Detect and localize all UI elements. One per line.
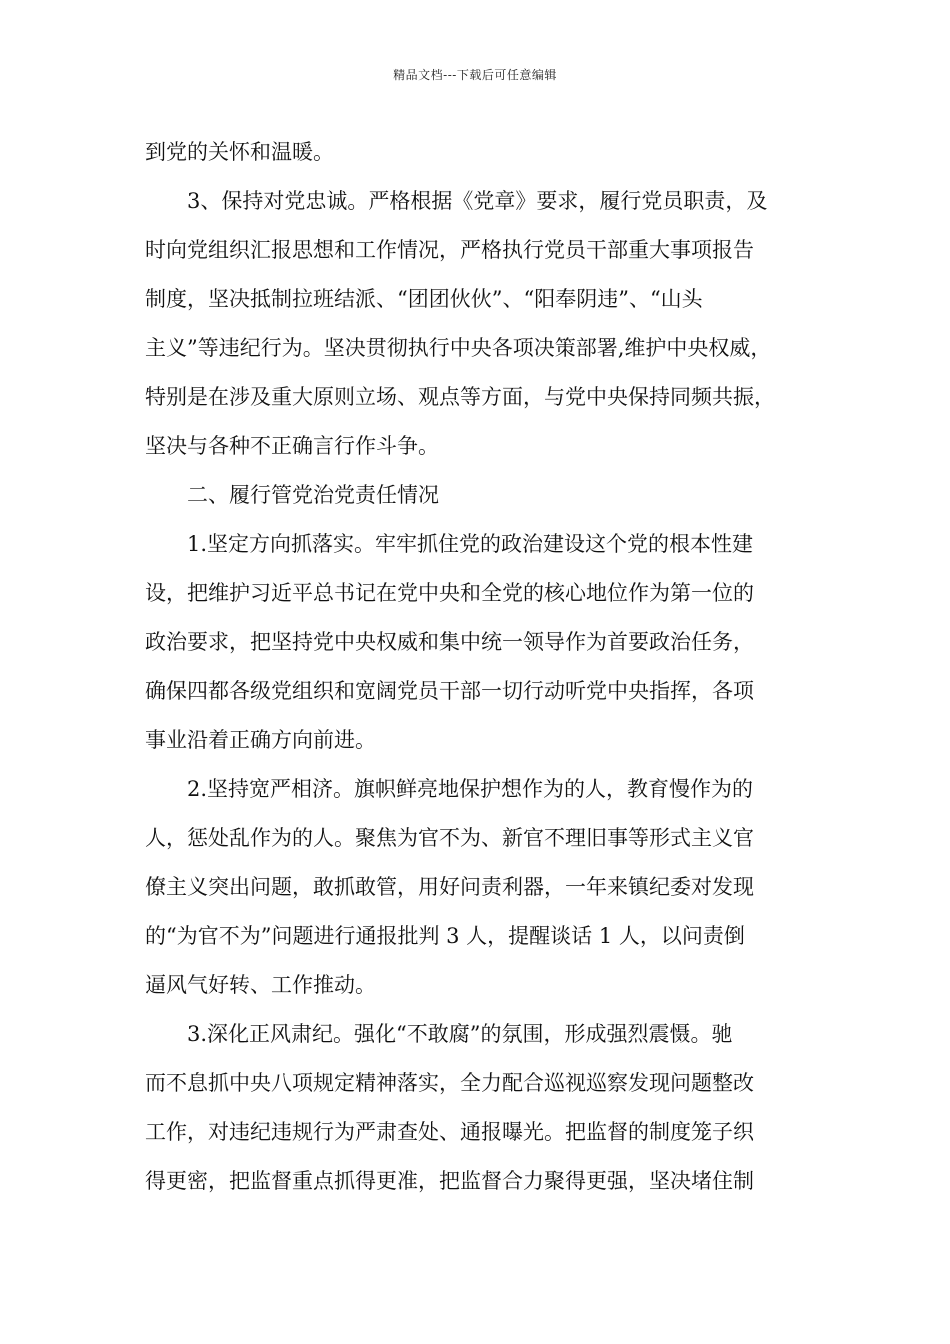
document-body — [145, 128, 810, 1206]
text-line: 时向党组织汇报思想和工作情况，严格执行党员干部重大事项报告 — [145, 238, 754, 262]
text-line: 工作，对违纪违规行为严肃查处、通报曝光。把监督的制度笼子织 — [145, 1120, 754, 1144]
text-line: 人，惩处乱作为的人。聚焦为官不为、新官不理旧事等形式主义官 — [145, 826, 754, 850]
text-line: 政治要求，把坚持党中央权威和集中统一领导作为首要政治任务， — [145, 630, 754, 654]
text-line: 设，把维护习近平总书记在党中央和全党的核心地位作为第一位的 — [145, 581, 754, 605]
text-line: 到党的关怀和温暖。 — [145, 140, 334, 164]
text-line: 僚主义突出问题，敢抓敢管，用好问责利器，一年来镇纪委对发现 — [145, 875, 754, 899]
text-line: 得更密，把监督重点抓得更准，把监督合力聚得更强，坚决堵住制 — [145, 1169, 754, 1193]
page-header: 精品文档---下载后可任意编辑 — [393, 68, 557, 82]
text-line: 事业沿着正确方向前进。 — [145, 728, 376, 752]
text-line: 逼风气好转、工作推动。 — [145, 973, 376, 997]
text-line: 3.深化正风肃纪。强化“不敢腐”的氛围，形成强烈震慑。驰 — [187, 1022, 733, 1046]
text-line: 二、履行管党治党责任情况 — [187, 483, 439, 507]
text-line: 主义”等违纪行为。坚决贯彻执行中央各项决策部署,维护中央权威， — [145, 336, 772, 360]
text-line: 2.坚持宽严相济。旗帜鲜亮地保护想作为的人，教育慢作为的 — [187, 777, 754, 801]
text-line: 3、保持对党忠诚。严格根据《党章》要求，履行党员职责，及 — [187, 189, 768, 213]
text-line: 坚决与各种不正确言行作斗争。 — [145, 434, 439, 458]
text-line: 的“为官不为”问题进行通报批判 3 人，提醒谈话 1 人，以问责倒 — [145, 924, 745, 948]
text-line: 1.坚定方向抓落实。牢牢抓住党的政治建设这个党的根本性建 — [187, 532, 754, 556]
text-line: 而不息抓中央八项规定精神落实，全力配合巡视巡察发现问题整改 — [145, 1071, 754, 1095]
text-line: 特别是在涉及重大原则立场、观点等方面，与党中央保持同频共振， — [145, 385, 775, 409]
text-line: 制度，坚决抵制拉班结派、“团团伙伙”、“阳奉阴违”、“山头 — [145, 287, 703, 311]
text-line: 确保四都各级党组织和宽阔党员干部一切行动听党中央指挥，各项 — [145, 679, 754, 703]
